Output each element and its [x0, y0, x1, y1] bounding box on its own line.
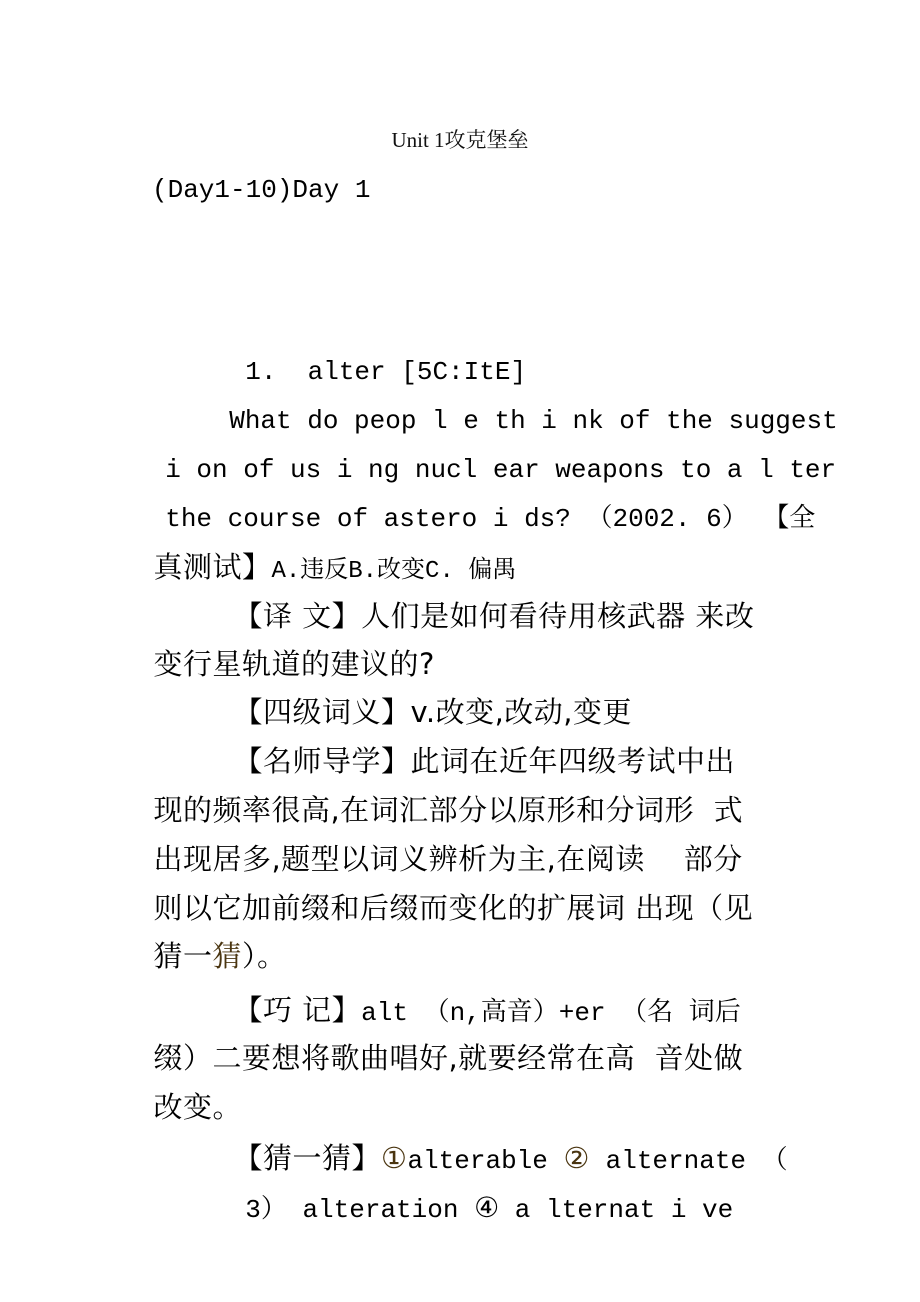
- memory-tip-label: 【巧 记】: [233, 993, 362, 1027]
- headword-line: [214, 312, 527, 387]
- cet4-meaning-text: v.改变,改动,变更: [410, 695, 633, 729]
- guess-word: alternate: [605, 1146, 747, 1176]
- cet4-meaning-label: 【四级词义】: [233, 695, 411, 729]
- teacher-guide-text: 猜一: [153, 939, 213, 973]
- memory-tip-line-2: [134, 998, 744, 1075]
- guess-line-1: [214, 1098, 788, 1176]
- example-sentence-line-1: [198, 361, 838, 436]
- memory-tip-line-3: [134, 1047, 242, 1124]
- highlighted-text: 猜: [212, 939, 242, 973]
- example-text: What do peop l e th i nk of the suggest: [229, 406, 838, 436]
- translation-text: 人们是如何看待用核武器 来改: [361, 599, 755, 633]
- translation-label: 【译 文】: [233, 599, 362, 633]
- teacher-guide-line-3: [134, 799, 743, 876]
- cet4-meaning-line: [214, 652, 633, 729]
- translation-text: 变行星轨道的建议的?: [153, 647, 435, 681]
- teacher-guide-text: 则以它加前缀和后缀而变化的扩展词 出现（见: [153, 891, 754, 925]
- memory-tip-text: 改变。: [153, 1090, 242, 1124]
- marker-circled-2: ②: [563, 1141, 590, 1175]
- headword: 1. alter [5C:ItE]: [245, 357, 527, 387]
- guess-word: a lternat i ve: [514, 1195, 734, 1225]
- example-text: i on of us i ng nucl ear weapons to a l ter: [165, 455, 837, 485]
- document-title: Unit 1攻克堡垒: [391, 128, 529, 152]
- example-text: the course of astero i ds? （2002. 6） 【全: [165, 504, 816, 534]
- guess-line-2: [214, 1148, 734, 1225]
- memory-tip-text: 缀）二要想将歌曲唱好,就要经常在高 音处做: [153, 1041, 744, 1075]
- guess-word: alterable: [407, 1146, 548, 1176]
- memory-tip-line-1: [214, 950, 741, 1028]
- teacher-guide-line-1: [214, 701, 735, 778]
- quiz-options-line: [134, 507, 517, 585]
- guess-word: alteration: [302, 1195, 459, 1225]
- teacher-guide-text: 此词在近年四级考试中出: [410, 744, 735, 778]
- teacher-guide-line-4: [134, 848, 754, 925]
- marker-circled-1: ①: [380, 1141, 408, 1175]
- translation-line-2: [134, 604, 435, 681]
- teacher-guide-line-5: [134, 896, 287, 973]
- quiz-options: A.违反B.改变C. 偏禺: [271, 558, 517, 585]
- example-sentence-line-2: [134, 410, 837, 485]
- teacher-guide-label: 【名师导学】: [233, 744, 411, 778]
- example-sentence-line-3: [134, 459, 816, 534]
- teacher-guide-line-2: [134, 750, 744, 827]
- memory-tip-text: alt （n,高音）+er （名 词后: [361, 998, 741, 1028]
- guess-label: 【猜一猜】: [233, 1141, 381, 1175]
- teacher-guide-text: 出现居多,题型以词义辨析为主,在阅读 部分: [153, 842, 743, 876]
- translation-line-1: [214, 556, 755, 633]
- teacher-guide-text: 现的频率很高,在词汇部分以原形和分词形 式: [153, 793, 744, 827]
- guess-text: （: [746, 1146, 788, 1176]
- guess-text: 3）: [245, 1195, 303, 1225]
- document-subtitle: (Day1-10)Day 1: [152, 175, 371, 205]
- teacher-guide-text: ）。: [241, 939, 287, 973]
- marker-circled-4: ④: [474, 1191, 500, 1224]
- quiz-label-tail: 真测试】: [153, 550, 272, 584]
